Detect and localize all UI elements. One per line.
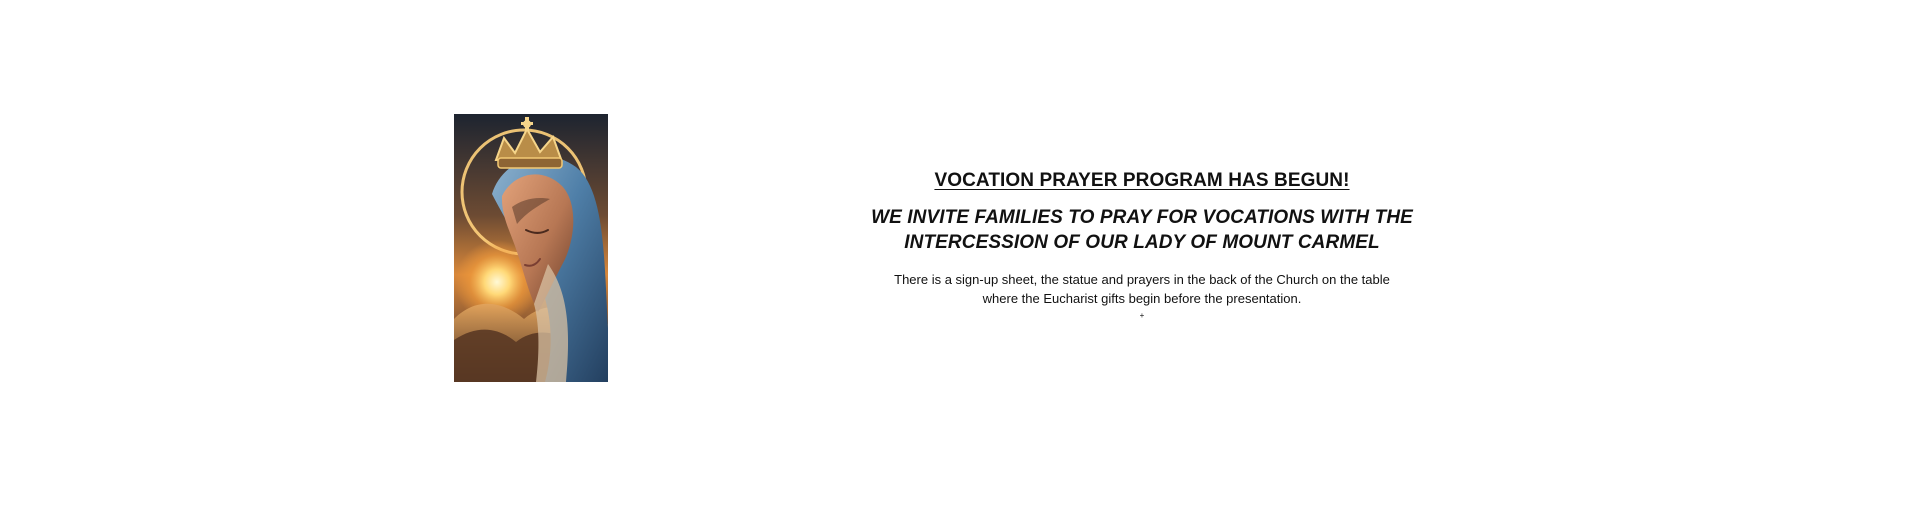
marian-devotional-image xyxy=(454,114,608,382)
body-line-1: There is a sign-up sheet, the statue and prayers in the back of the Church on the table xyxy=(894,272,1390,287)
announcement-subheading xyxy=(800,205,1484,255)
body-line-2: where the Eucharist gifts begin before the presentation. xyxy=(982,291,1302,306)
our-lady-image-illustration xyxy=(454,114,608,382)
announcement-content xyxy=(800,163,1484,321)
announcement-heading: VOCATION PRAYER PROGRAM HAS BEGUN! xyxy=(934,170,1350,191)
subheading-line-1: WE INVITE FAMILIES TO PRAY FOR VOCATIONS WITH THE xyxy=(871,207,1413,228)
announcement-body xyxy=(800,270,1484,308)
subheading-line-2: INTERCESSION OF OUR LADY OF MOUNT CARMEL xyxy=(904,232,1380,253)
small-plus-mark: + xyxy=(1139,311,1145,320)
